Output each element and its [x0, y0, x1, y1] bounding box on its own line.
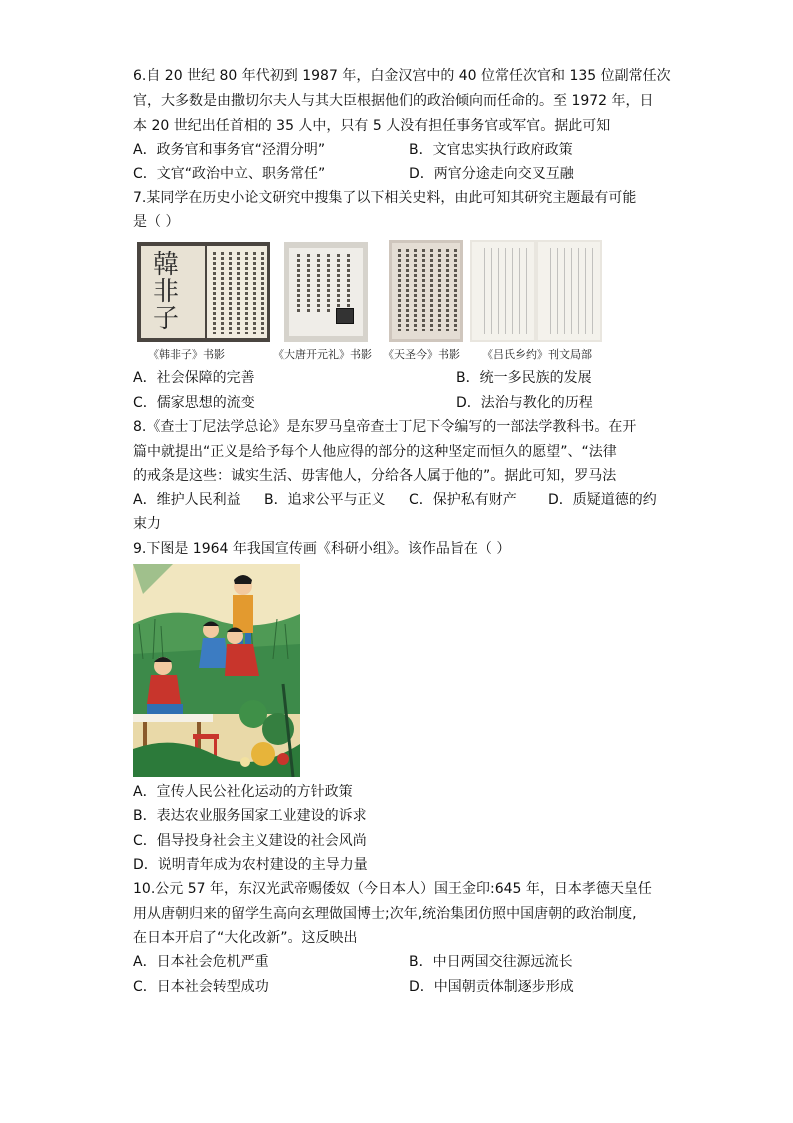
caption-hanfeizi: 《韩非子》书影	[148, 348, 225, 361]
q9-stem-line-1: 9.下图是 1964 年我国宣传画《科研小组》。该作品旨在（ ）	[133, 541, 511, 557]
seal-stamp	[336, 308, 354, 324]
q6-stem-line-1: 6.自 20 世纪 80 年代初到 1987 年，白金汉宫中的 40 位常任次官和 135 位副常任次	[133, 68, 671, 84]
q8-option-d: D．质疑道德的约	[548, 492, 657, 508]
q8-stem-line-2: 篇中就提出“正义是给予每个人他应得的部分的这种坚定而恒久的愿望”、“法律	[133, 444, 617, 460]
caption-lvshi: 《吕氏乡约》刊文局部	[482, 348, 592, 361]
q10-stem-line-1: 10.公元 57 年，东汉光武帝赐倭奴（今日本人）国王金印:645 年，日本孝德天皇任	[133, 881, 652, 897]
q6-option-a: A．政务官和事务官“泾渭分明”	[133, 142, 326, 158]
q8-stem-line-3: 的戒条是这些：诚实生活、毋害他人，分给各人属于他的”。据此可知，罗马法	[133, 468, 617, 484]
hanfeizi-book-image	[137, 242, 270, 342]
q10-stem-line-2: 用从唐朝归来的留学生高向玄理做国博士;次年,统治集团仿照中国唐朝的政治制度,	[133, 906, 637, 922]
caption-tiansheng: 《天圣今》书影	[383, 348, 460, 361]
q10-option-d: D．中国朝贡体制逐步形成	[409, 979, 574, 995]
q10-option-b: B．中日两国交往源远流长	[409, 954, 573, 970]
book-cover	[141, 246, 205, 338]
q6-option-c: C．文官“政治中立、职务常任”	[133, 166, 326, 182]
q7-option-c: C．儒家思想的流变	[133, 395, 255, 411]
q8-option-b: B．追求公平与正义	[264, 492, 386, 508]
q6-option-d: D．两官分途走向交叉互融	[409, 166, 574, 182]
tianshengling-book-image	[389, 240, 463, 342]
q6-stem-line-2: 官，大多数是由撒切尔夫人与其大臣根据他们的政治倾向而任命的。至 1972 年，日	[133, 93, 654, 109]
datang-kaiyuanli-book-image	[284, 242, 368, 342]
keyan-xiaozu-poster	[133, 564, 300, 777]
q9-option-a: A．宣传人民公社化运动的方针政策	[133, 784, 353, 800]
book-page	[207, 246, 267, 338]
q8-stem-line-1: 8.《查士丁尼法学总论》是东罗马皇帝查士丁尼下令编写的一部法学教科书。在开	[133, 419, 637, 435]
q6-stem-line-3: 本 20 世纪出任首相的 35 人中，只有 5 人没有担任事务官或军官。据此可知	[133, 118, 611, 134]
q10-option-c: C．日本社会转型成功	[133, 979, 269, 995]
q9-option-d: D．说明青年成为农村建设的主导力量	[133, 857, 368, 873]
q7-stem-line-1: 7.某同学在历史小论文研究中搜集了以下相关史料，由此可知其研究主题最有可能	[133, 190, 637, 206]
caption-datang: 《大唐开元礼》书影	[273, 348, 372, 361]
q7-option-b: B．统一多民族的发展	[456, 370, 592, 386]
q7-stem-line-2: 是（ ）	[133, 214, 180, 230]
q10-stem-line-3: 在日本开启了“大化改新”。这反映出	[133, 930, 358, 946]
book-cover-title: 韓 非 子	[153, 250, 178, 334]
q7-option-a: A．社会保障的完善	[133, 370, 255, 386]
q9-option-c: C．倡导投身社会主义建设的社会风尚	[133, 833, 367, 849]
q8-option-c: C．保护私有财产	[409, 492, 517, 508]
q8-option-a: A．维护人民利益	[133, 492, 241, 508]
q6-option-b: B．文官忠实执行政府政策	[409, 142, 573, 158]
q9-option-b: B．表达农业服务国家工业建设的诉求	[133, 808, 367, 824]
lvshi-xiangyue-image	[470, 240, 602, 342]
q8-option-d-cont: 束力	[133, 516, 161, 532]
q7-option-d: D．法治与教化的历程	[456, 395, 593, 411]
q10-option-a: A．日本社会危机严重	[133, 954, 269, 970]
